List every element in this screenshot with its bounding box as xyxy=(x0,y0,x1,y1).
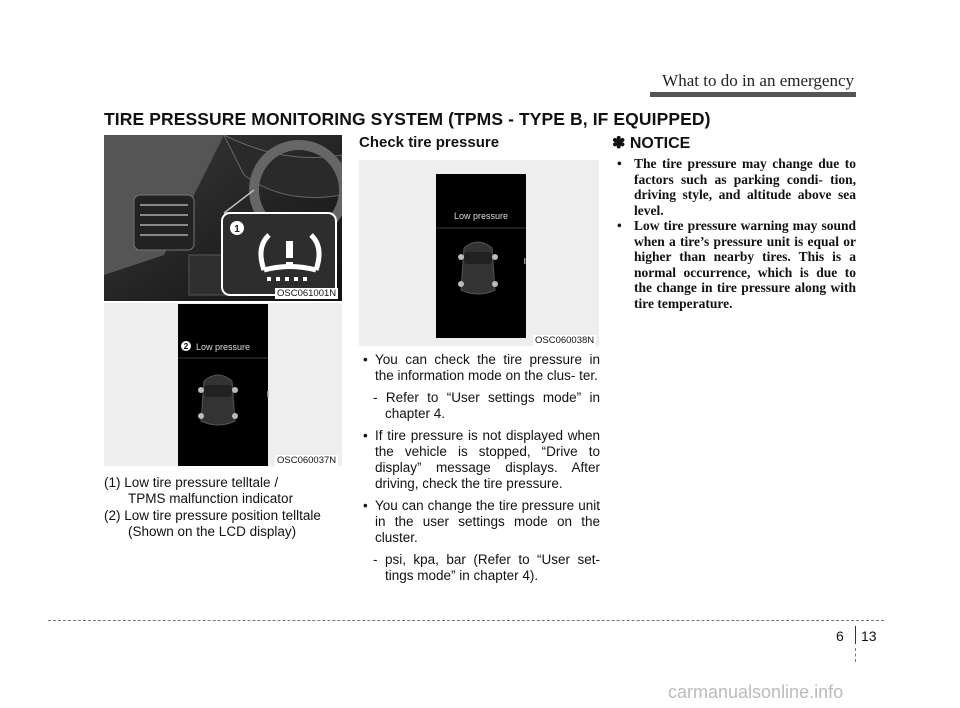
image-code-1: OSC061001N xyxy=(277,288,337,299)
footer-divider-dashed xyxy=(855,648,856,662)
image-code-3: OSC060038N xyxy=(535,335,595,346)
caption-2-line2: (Shown on the LCD display) xyxy=(128,524,297,539)
lcd-text-2: Low pressure xyxy=(454,211,509,221)
check-sub-1: - Refer to “User settings mode” in chapter 4. xyxy=(373,390,600,421)
image-code-2: OSC060037N xyxy=(277,455,337,466)
check-heading: Check tire pressure xyxy=(359,134,500,151)
check-bullet-2: • If tire pressure is not displayed when the vehicle is stopped, “Drive to display” message displays. After driving, check the tire pressure. xyxy=(359,428,600,492)
page-title: TIRE PRESSURE MONITORING SYSTEM (TPMS - TYPE B, IF EQUIPPED) xyxy=(104,109,711,129)
lcd-photo-2 xyxy=(359,160,599,346)
check-body xyxy=(359,352,600,590)
check-sub-2: - psi, kpa, bar (Refer to “User set- tings mode” in chapter 4). xyxy=(373,552,600,583)
marker-2: 2 xyxy=(183,342,189,351)
check-bullet-3: • You can change the tire pressure unit in the user settings mode on the cluster. xyxy=(359,498,600,546)
check-bullet-1: • You can check the tire pressure in the information mode on the clus- ter. xyxy=(359,352,600,384)
lcd-photo-1 xyxy=(104,303,342,466)
notice-bullet-1: • The tire pressure may change due to factors such as parking condi- tion, driving style, and altitude above sea level. xyxy=(612,156,856,218)
watermark: carmanualsonline.info xyxy=(668,682,844,702)
header-section-title: What to do in an emergency xyxy=(662,71,854,90)
caption-2 xyxy=(104,508,344,540)
footer-dashed-line xyxy=(48,620,884,621)
caption-1-line1: (1) Low tire pressure telltale / xyxy=(104,475,279,490)
dashboard-photo xyxy=(104,135,342,301)
footer-divider xyxy=(855,626,856,644)
lcd-text-1: Low pressure xyxy=(196,342,251,352)
notice-bullet-2: • Low tire pressure warning may sound when a tire’s pressure unit is equal or higher than nearby tires. This is a normal occurrence, which is due to the change in tire pressure along with tire temperature. xyxy=(612,218,856,311)
caption-1 xyxy=(104,475,344,507)
footer-page: 13 xyxy=(861,628,877,644)
header-bar xyxy=(650,92,856,97)
notice-heading: ✽ NOTICE xyxy=(612,135,691,152)
caption-1-line2: TPMS malfunction indicator xyxy=(128,491,294,506)
marker-1: 1 xyxy=(234,224,240,235)
notice-body xyxy=(612,156,856,311)
caption-2-line1: (2) Low tire pressure position telltale xyxy=(104,508,321,523)
footer-chapter: 6 xyxy=(836,628,844,644)
